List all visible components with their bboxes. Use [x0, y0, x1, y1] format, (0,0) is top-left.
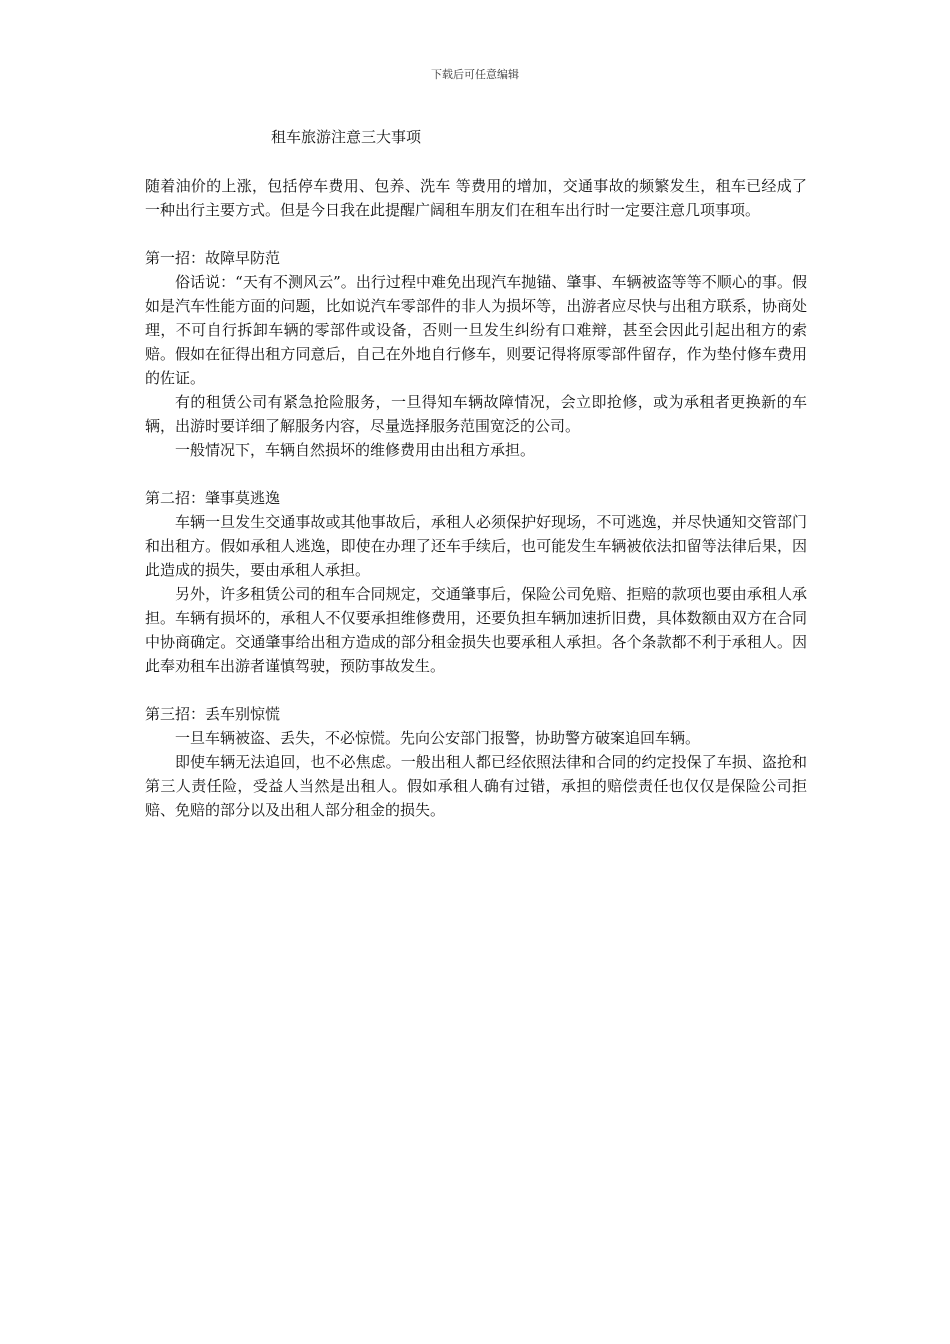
document-body — [145, 125, 807, 822]
section-1-paragraph-2: 有的租赁公司有紧急抢险服务，一旦得知车辆故障情况，会立即抢修，或为承租者更换新的车辆，出游时要详细了解服务内容，尽量选择服务范围宽泛的公司。 — [145, 393, 807, 435]
section-1-heading: 第一招：故障早防范 — [145, 249, 281, 267]
section-3-paragraph-1: 一旦车辆被盗、丢失，不必惊慌。先向公安部门报警，协助警方破案追回车辆。 — [175, 729, 701, 747]
intro-paragraph: 随着油价的上涨，包括停车费用、包养、洗车 等费用的增加，交通事故的频繁发生，租车已经成了一种出行主要方式。但是今日我在此提醒广阔租车朋友们在租车出行时一定要注意几项事项。 — [145, 177, 807, 219]
section-2-heading: 第二招：肇事莫逃逸 — [145, 489, 281, 507]
page-header: 下载后可任意编辑 — [431, 68, 519, 81]
section-2-paragraph-2: 另外，许多租赁公司的租车合同规定，交通肇事后，保险公司免赔、拒赔的款项也要由承租人承担。车辆有损坏的，承租人不仅要承担维修费用，还要负担车辆加速折旧费，具体数额由双方在合同中协商确定。交通肇事给出租方造成的部分租金损失也要承租人承担。各个条款都不利于承租人。因此奉劝租车出游者谨慎驾驶，预防事故发生。 — [145, 585, 807, 675]
section-2-paragraph-1: 车辆一旦发生交通事故或其他事故后，承租人必须保护好现场，不可逃逸，并尽快通知交管部门和出租方。假如承租人逃逸，即使在办理了还车手续后，也可能发生车辆被依法扣留等法律后果，因此造成的损失，要由承租人承担。 — [145, 513, 807, 579]
section-1-paragraph-1: 俗话说：“天有不测风云”。出行过程中难免出现汽车抛锚、肇事、车辆被盗等等不顺心的事。假如是汽车性能方面的问题，比如说汽车零部件的非人为损坏等，出游者应尽快与出租方联系，协商处理，不可自行拆卸车辆的零部件或设备，否则一旦发生纠纷有口难辩，甚至会因此引起出租方的索赔。假如在征得出租方同意后，自己在外地自行修车，则要记得将原零部件留存，作为垫付修车费用的佐证。 — [145, 273, 807, 387]
section-1-paragraph-3: 一般情况下，车辆自然损坏的维修费用由出租方承担。 — [175, 441, 536, 459]
section-3-paragraph-2: 即使车辆无法追回，也不必焦虑。一般出租人都已经依照法律和合同的约定投保了车损、盗抢和第三人责任险，受益人当然是出租人。假如承租人确有过错，承担的赔偿责任也仅仅是保险公司拒赔、免赔的部分以及出租人部分租金的损失。 — [145, 753, 807, 819]
section-3-heading: 第三招：丢车别惊慌 — [145, 705, 281, 723]
document-title: 租车旅游注意三大事项 — [271, 128, 422, 146]
